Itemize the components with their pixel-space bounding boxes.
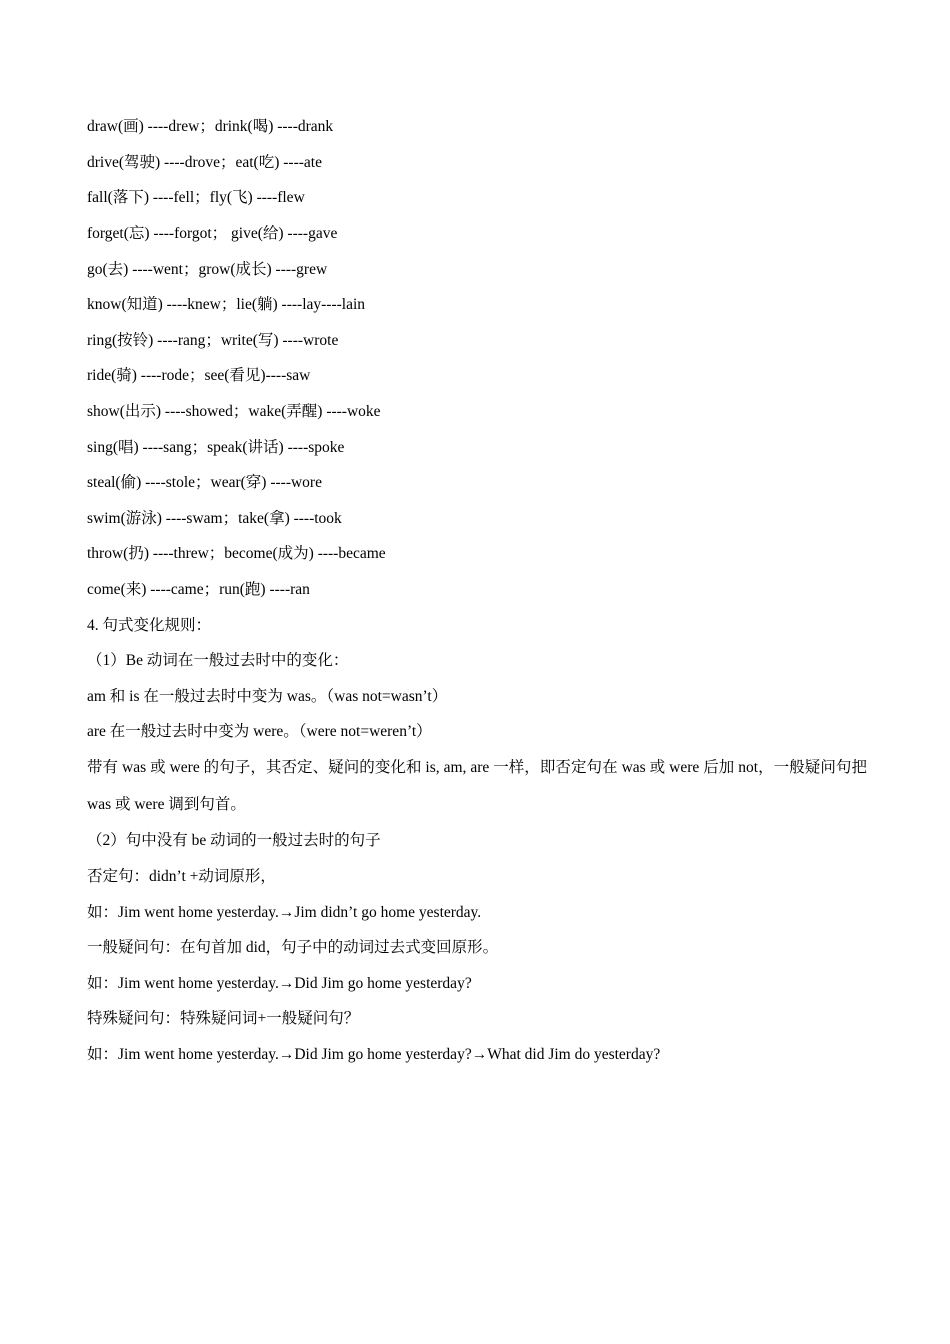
rule-paragraph: 带有 was 或 were 的句子，其否定、疑问的变化和 is, am, are 一样，即否定句在 was 或 were 后加 not，一般疑问句把 was 或 were 调到句首。 (87, 759, 867, 813)
verb-pair-line: ride(骑) ----rode；see(看见)----saw (87, 367, 311, 384)
subsection-heading-no-be: （2）句中没有 be 动词的一般过去时的句子 (87, 832, 381, 849)
negative-example: 如：Jim went home yesterday.→Jim didn’t go home yesterday. (87, 904, 482, 921)
verb-pair-line: know(知道) ----knew；lie(躺) ----lay----lain (87, 296, 366, 313)
verb-pair-line: drive(驾驶) ----drove；eat(吃) ----ate (87, 154, 322, 171)
verb-pair-line: ring(按铃) ----rang；write(写) ----wrote (87, 332, 339, 349)
verb-pair-line: fall(落下) ----fell；fly(飞) ----flew (87, 189, 305, 206)
verb-pair-line: steal(偷) ----stole；wear(穿) ----wore (87, 474, 322, 491)
verb-pair-line: come(来) ----came；run(跑) ----ran (87, 581, 310, 598)
verb-pair-line: sing(唱) ----sang；speak(讲话) ----spoke (87, 439, 345, 456)
rule-line-was: am 和 is 在一般过去时中变为 was。（was not=wasn’t） (87, 688, 448, 705)
negative-rule: 否定句：didn’t +动词原形， (87, 868, 276, 885)
special-question-rule: 特殊疑问句：特殊疑问词+一般疑问句？ (87, 1010, 360, 1027)
subsection-heading-be-verbs: （1）Be 动词在一般过去时中的变化： (87, 652, 349, 669)
verb-pair-line: show(出示) ----showed；wake(弄醒) ----woke (87, 403, 381, 420)
verb-pair-line: go(去) ----went；grow(成长) ----grew (87, 261, 328, 278)
question-example: 如：Jim went home yesterday.→Did Jim go home yesterday? (87, 975, 472, 992)
verb-pair-line: forget(忘) ----forgot； give(给) ----gave (87, 225, 338, 242)
section-heading: 4. 句式变化规则： (87, 617, 212, 634)
verb-pair-line: swim(游泳) ----swam；take(拿) ----took (87, 510, 342, 527)
special-question-example: 如：Jim went home yesterday.→Did Jim go home yesterday?→What did Jim do yesterday? (87, 1046, 661, 1063)
rule-line-were: are 在一般过去时中变为 were。（were not=weren’t） (87, 723, 432, 740)
verb-pair-line: throw(扔) ----threw；become(成为) ----became (87, 545, 386, 562)
verb-pair-line: draw(画) ----drew；drink(喝) ----drank (87, 118, 334, 135)
question-rule: 一般疑问句：在句首加 did，句子中的动词过去式变回原形。 (87, 939, 499, 956)
